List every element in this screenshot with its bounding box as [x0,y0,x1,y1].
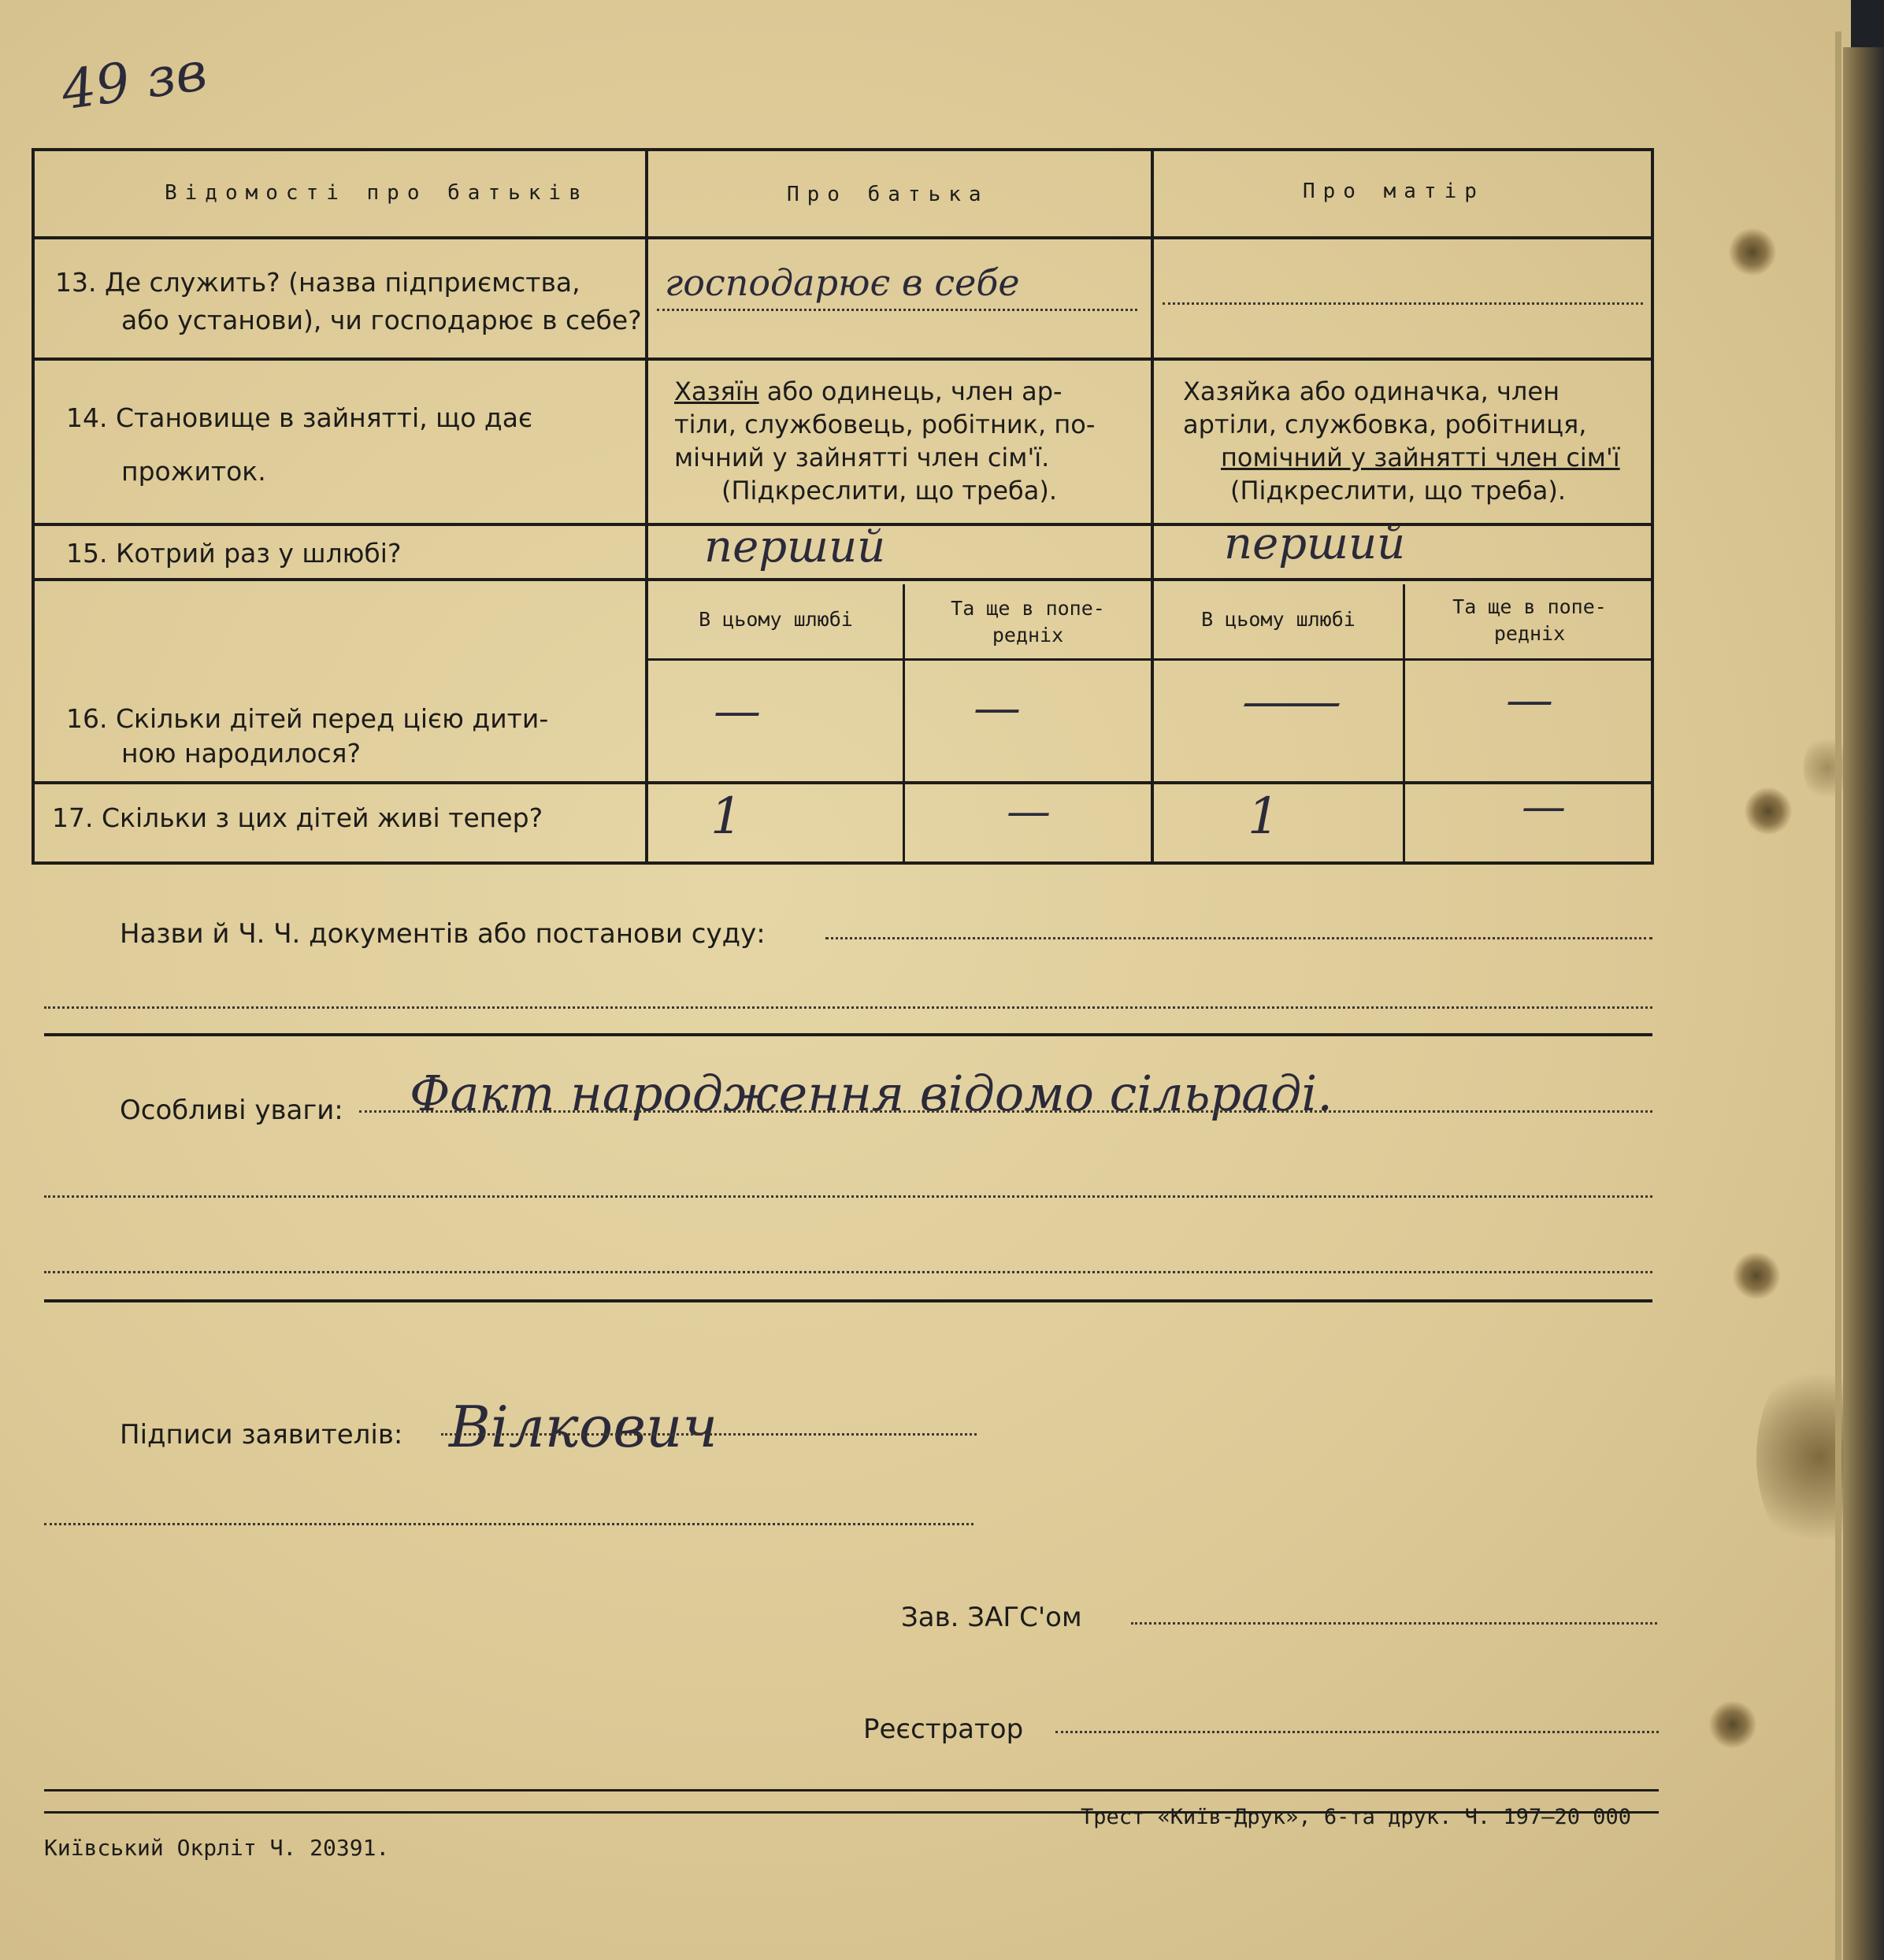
row13-question-line2: або установи), чи господарює в себе? [121,305,642,335]
row15-mother-answer: перший [1224,518,1406,569]
page-edge [1835,31,1841,1960]
folio-number: 49 зв [57,40,211,123]
row14-question-line1: 14. Становище в зайнятті, що дає [66,402,533,433]
row14-mother-options: Хазяйка або одиначка, член артіли, службовка, робітниця, помічний у зайнятті член сім'ї (Підкреслити, що треба). [1183,376,1620,506]
header-parents-info: Відомості про батьків [165,181,589,205]
row16-father-this-value: — [714,684,761,739]
row17-father-this-value: 1 [710,787,743,846]
documents-label: Назви й Ч. Ч. документів або постанови суду: [120,918,766,950]
row15-question: 15. Котрий раз у шлюбі? [66,538,402,569]
footer-rule [44,1789,1659,1791]
row16-mother-this-value: — [1240,674,1344,729]
sub-header-mother-previous: Та ще в попе- редніх [1452,595,1607,645]
mother-status-underlined: помічний у зайнятті член сім'ї [1221,443,1620,472]
row17-mother-this-value: 1 [1248,787,1280,846]
binding-hole [1729,228,1776,276]
header-father: Про батька [787,183,989,206]
row17-question: 17. Скільки з цих дітей живі тепер? [52,802,543,833]
binding-hole [1709,1701,1756,1748]
sub-header-father-previous: Та ще в попе- редніх [951,597,1105,647]
row14-father-options: Хазяїн або одинець, член ар- тіли, службовець, робітник, по- мічний у зайнятті член сім'ї. (Підкреслити, що треба). [674,376,1096,506]
father-status-underlined: Хазяїн [674,376,759,406]
row17-mother-previous-value: — [1522,781,1566,832]
parents-info-table [32,148,1654,865]
row16-question-line2: ною народилося? [121,738,362,769]
row17-father-previous-value: — [1007,786,1051,837]
applicant-signature: Вілкович [449,1394,718,1460]
divider [44,1033,1652,1036]
signatures-label: Підписи заявителів: [120,1419,403,1451]
binding-hole [1745,787,1792,835]
row16-mother-previous-value: — [1506,672,1553,728]
notes-value: Факт народження відомо сільраді. [410,1065,1333,1122]
row13-father-answer: господарює в себе [665,261,1020,304]
row14-question-line2: прожиток. [121,456,266,487]
sub-header-father-this-marriage: В цьому шлюбі [699,608,853,631]
footer-right-imprint: Трест «Київ-Друк», 6-та друк. Ч. 197—20 000 [1081,1805,1631,1829]
divider [44,1299,1652,1302]
book-binding [1843,47,1884,1960]
zags-head-field [1131,1622,1657,1625]
registrar-label: Реєстратор [863,1714,1024,1745]
registrar-field [1055,1731,1659,1733]
zags-head-label: Зав. ЗАГС'ом [901,1602,1082,1633]
row16-question-line1: 16. Скільки дітей перед цією дити- [66,703,549,734]
row16-father-previous-value: — [974,680,1021,735]
binding-hole [1733,1252,1780,1299]
documents-field [825,937,1652,939]
notes-label: Особливі уваги: [120,1095,343,1126]
footer-left-imprint: Київський Окрліт Ч. 20391. [44,1835,390,1861]
row15-father-answer: перший [704,521,886,572]
header-mother: Про матір [1303,180,1485,203]
row13-question-line1: 13. Де служить? (назва підприємства, [55,267,580,298]
sub-header-mother-this-marriage: В цьому шлюбі [1201,608,1356,631]
